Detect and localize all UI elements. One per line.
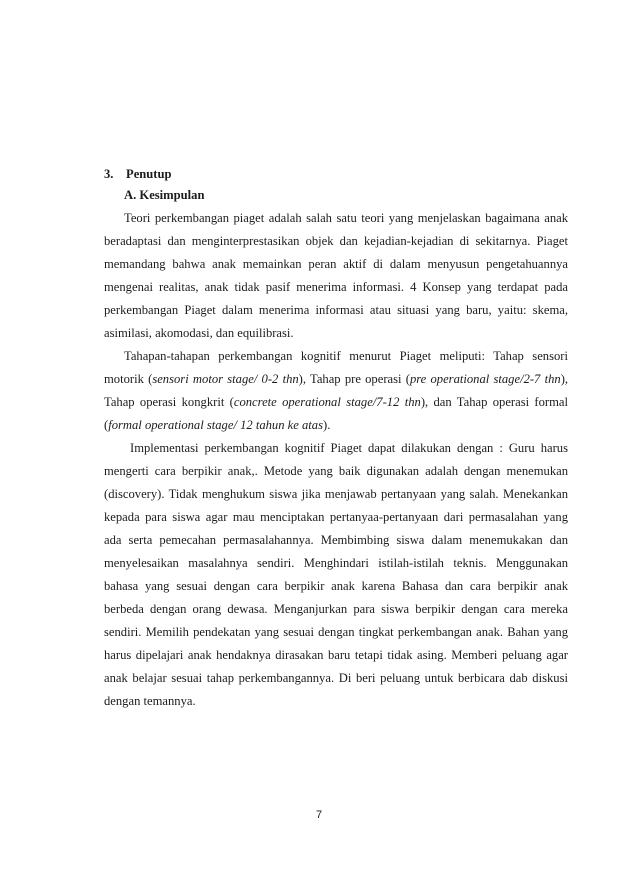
paragraph-line: harus dipelajari anak hendaknya dirasakan baru tetapi tidak asing. Memberi peluang agar	[104, 648, 568, 662]
paragraph-line: anak belajar sesuai tahap perkembangannya. Di beri peluang untuk berbicara dab diskusi	[104, 671, 568, 685]
paragraph-line: asimilasi, akomodasi, dan equilibrasi.	[104, 326, 294, 340]
paragraph-line: memandang bahwa anak memainkan peran aktif di dalam menyusun pengetahuannya	[104, 257, 568, 271]
paragraph-line: (discovery). Tidak menghukum siswa jika menjawab pertanyaan yang salah. Menekankan	[104, 487, 568, 501]
paragraph-line: Teori perkembangan piaget adalah salah satu teori yang menjelaskan bagaimana anak	[124, 211, 568, 225]
paragraph-line: (formal operational stage/ 12 tahun ke atas).	[104, 418, 331, 432]
paragraph-line: mengenai realitas, anak tidak pasif menerima informasi. 4 Konsep yang terdapat pada	[104, 280, 568, 294]
subsection-heading: A. Kesimpulan	[124, 188, 205, 202]
paragraph-line: mengerti cara berpikir anak,. Metode yang baik digunakan adalah dengan menemukan	[104, 464, 568, 478]
section-title: Penutup	[126, 167, 172, 181]
paragraph-line: dengan temannya.	[104, 694, 196, 708]
paragraph-line: perkembangan Piaget dalam menerima informasi atau situasi yang baru, yaitu: skema,	[104, 303, 568, 317]
paragraph-line: motorik (sensori motor stage/ 0-2 thn), Tahap pre operasi (pre operational stage/2-7 thn),	[104, 372, 569, 386]
section-heading	[104, 166, 204, 183]
paragraph-line: ada serta pemecahan permasalahannya. Membimbing siswa dalam menemukakan dan	[104, 533, 568, 547]
paragraph-line: Tahapan-tahapan perkembangan kognitif menurut Piaget meliputi: Tahap sensori	[124, 349, 568, 363]
paragraph-line: kepada para siswa agar mau menciptakan pertanyaa-pertanyaan dari permasalahan yang	[104, 510, 568, 524]
paragraph-line: menyelesaikan masalahnya sendiri. Menghindari istilah-istilah teknis. Menggunakan	[104, 556, 568, 570]
paragraph-line: Implementasi perkembangan kognitif Piaget dapat dilakukan dengan : Guru harus	[130, 441, 568, 455]
section-number: 3.	[104, 167, 114, 181]
paragraph-line: bahasa yang sesuai dengan cara berpikir anak karena Bahasa dan cara berpikir anak	[104, 579, 568, 593]
page-number: 7	[315, 809, 323, 821]
paragraph-line: Tahap operasi kongkrit (concrete operational stage/7-12 thn), dan Tahap operasi formal	[104, 395, 569, 409]
paragraph-line: sendiri. Memilih pendekatan yang sesuai dengan tingkat perkembangan anak. Bahan yang	[104, 625, 568, 639]
paragraph-line: berbeda dengan orang dewasa. Menganjurkan para siswa berpikir dengan cara mereka	[104, 602, 568, 616]
paragraph-line: beradaptasi dan menginterprestasikan objek dan kejadian-kejadian di sekitarnya. Piaget	[104, 234, 568, 248]
